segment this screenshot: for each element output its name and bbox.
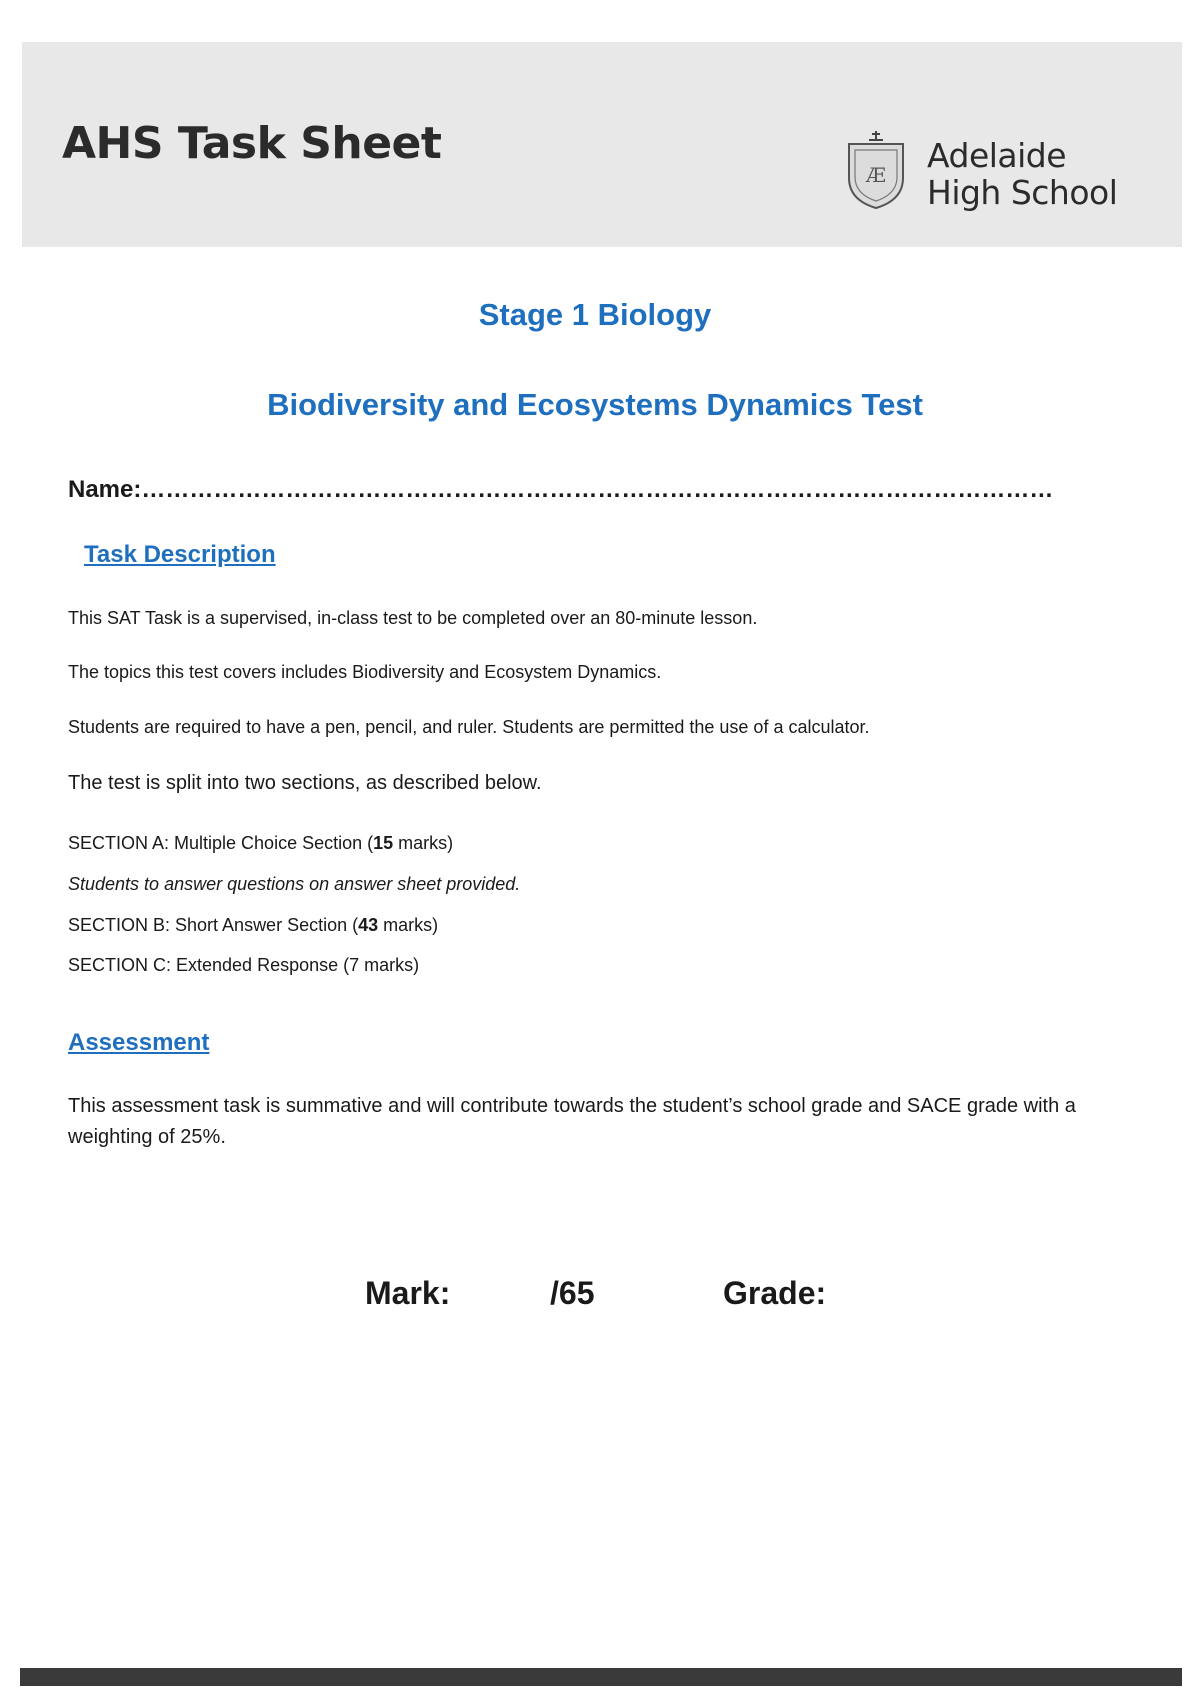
mark-total: /65 — [550, 1275, 595, 1311]
section-b-marks: 43 — [358, 915, 379, 935]
school-crest-icon — [845, 130, 907, 210]
grade-label: Grade: — [723, 1275, 827, 1311]
page-title: AHS Task Sheet — [62, 118, 442, 169]
task-description-heading: Task Description — [84, 541, 276, 568]
school-name — [927, 137, 1117, 211]
task-line-2: The topics this test covers includes Biodiversity and Ecosystem Dynamics. — [68, 662, 662, 682]
section-b-suffix: marks) — [378, 915, 439, 935]
assessment-heading: Assessment — [68, 1029, 210, 1056]
section-a-note: Students to answer questions on answer sheet provided. — [68, 874, 521, 894]
name-field: Name:…………………………………………………………………………………………………… — [68, 476, 1054, 503]
section-a-marks: 15 — [373, 833, 394, 853]
section-b — [68, 915, 438, 936]
task-line-1: This SAT Task is a supervised, in-class test to be completed over an 80-minute lesson. — [68, 608, 758, 628]
section-a-suffix: marks) — [393, 833, 454, 853]
section-a-prefix: SECTION A: Multiple Choice Section ( — [68, 833, 374, 853]
course-title: Stage 1 Biology — [478, 297, 712, 332]
school-name-line2: High School — [927, 173, 1118, 212]
footer-bar — [20, 1668, 1182, 1686]
assessment-text: This assessment task is summative and will contribute towards the student’s school grade and SACE grade with a weighting of 25%. — [68, 1095, 1076, 1148]
task-line-4: The test is split into two sections, as described below. — [68, 772, 542, 794]
svg-text:Æ: Æ — [865, 163, 887, 187]
section-c: SECTION C: Extended Response (7 marks) — [68, 955, 420, 975]
mark-label: Mark: — [365, 1275, 451, 1311]
section-a — [68, 833, 453, 854]
school-name-line1: Adelaide — [927, 136, 1067, 175]
task-line-3: Students are required to have a pen, pencil, and ruler. Students are permitted the use of a calculator. — [68, 717, 870, 737]
test-title: Biodiversity and Ecosystems Dynamics Test — [267, 387, 923, 422]
section-b-prefix: SECTION B: Short Answer Section ( — [68, 915, 359, 935]
